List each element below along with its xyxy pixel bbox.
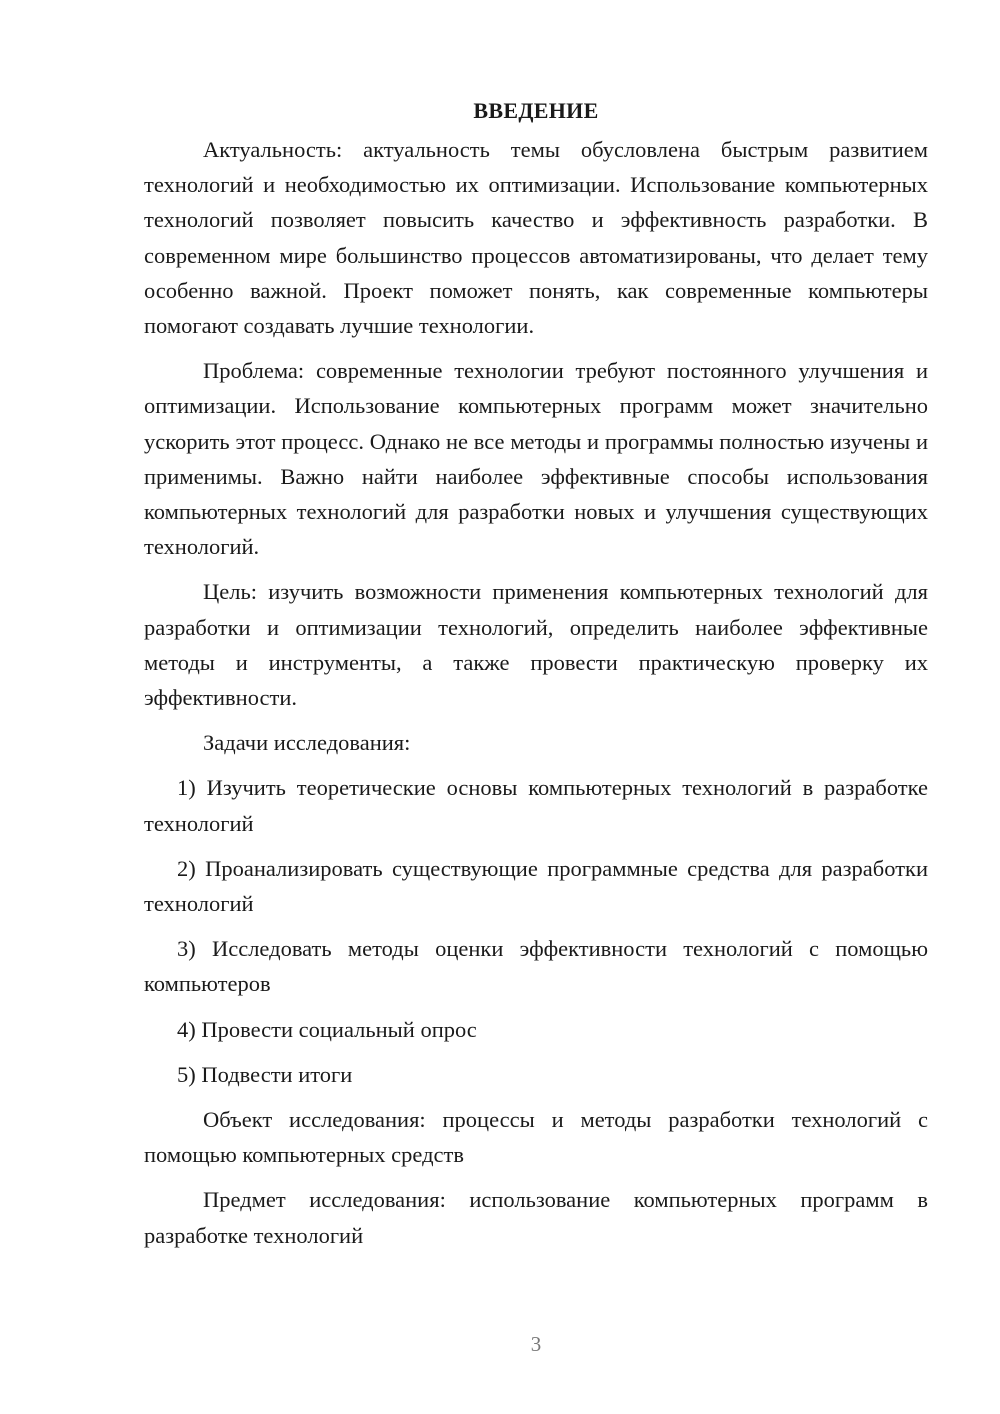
- object-paragraph: Объект исследования: процессы и методы разработки технологий с помощью компьютерных средств: [144, 1107, 928, 1168]
- relevance-paragraph: Актуальность: актуальность темы обусловлена быстрым развитием технологий и необходимостью их оптимизации. Использование компьютерных технологий позволяет повысить качество и эффективность разработки. В современном мире большинство процессов автоматизированы, что делает тему особенно важной. Проект поможет понять, как современные компьютеры помогают создавать лучшие технологии.: [144, 137, 928, 339]
- subject-paragraph: Предмет исследования: использование компьютерных программ в разработке технологий: [144, 1187, 928, 1248]
- task-item: 3) Исследовать методы оценки эффективности технологий с помощью компьютеров: [144, 936, 928, 997]
- problem-paragraph: Проблема: современные технологии требуют постоянного улучшения и оптимизации. Использование компьютерных программ может значительно ускорить этот процесс. Однако не все методы и программы полностью изучены и применимы. Важно найти наиболее эффективные способы использования компьютерных технологий для разработки новых и улучшения существующих технологий.: [144, 358, 928, 560]
- tasks-intro: Задачи исследования:: [203, 730, 411, 756]
- goal-paragraph: Цель: изучить возможности применения компьютерных технологий для разработки и оптимизации технологий, определить наиболее эффективные методы и инструменты, а также провести практическую проверку их эффективности.: [144, 579, 928, 711]
- task-item: 5) Подвести итоги: [177, 1061, 353, 1087]
- section-heading: ВВЕДЕНИЕ: [473, 98, 599, 123]
- task-item: 4) Провести социальный опрос: [177, 1016, 477, 1042]
- page-number: 3: [530, 1332, 542, 1356]
- task-item: 1) Изучить теоретические основы компьютерных технологий в разработке технологий: [144, 775, 928, 836]
- document-page: [144, 96, 928, 1263]
- task-item: 2) Проанализировать существующие программные средства для разработки технологий: [144, 855, 928, 917]
